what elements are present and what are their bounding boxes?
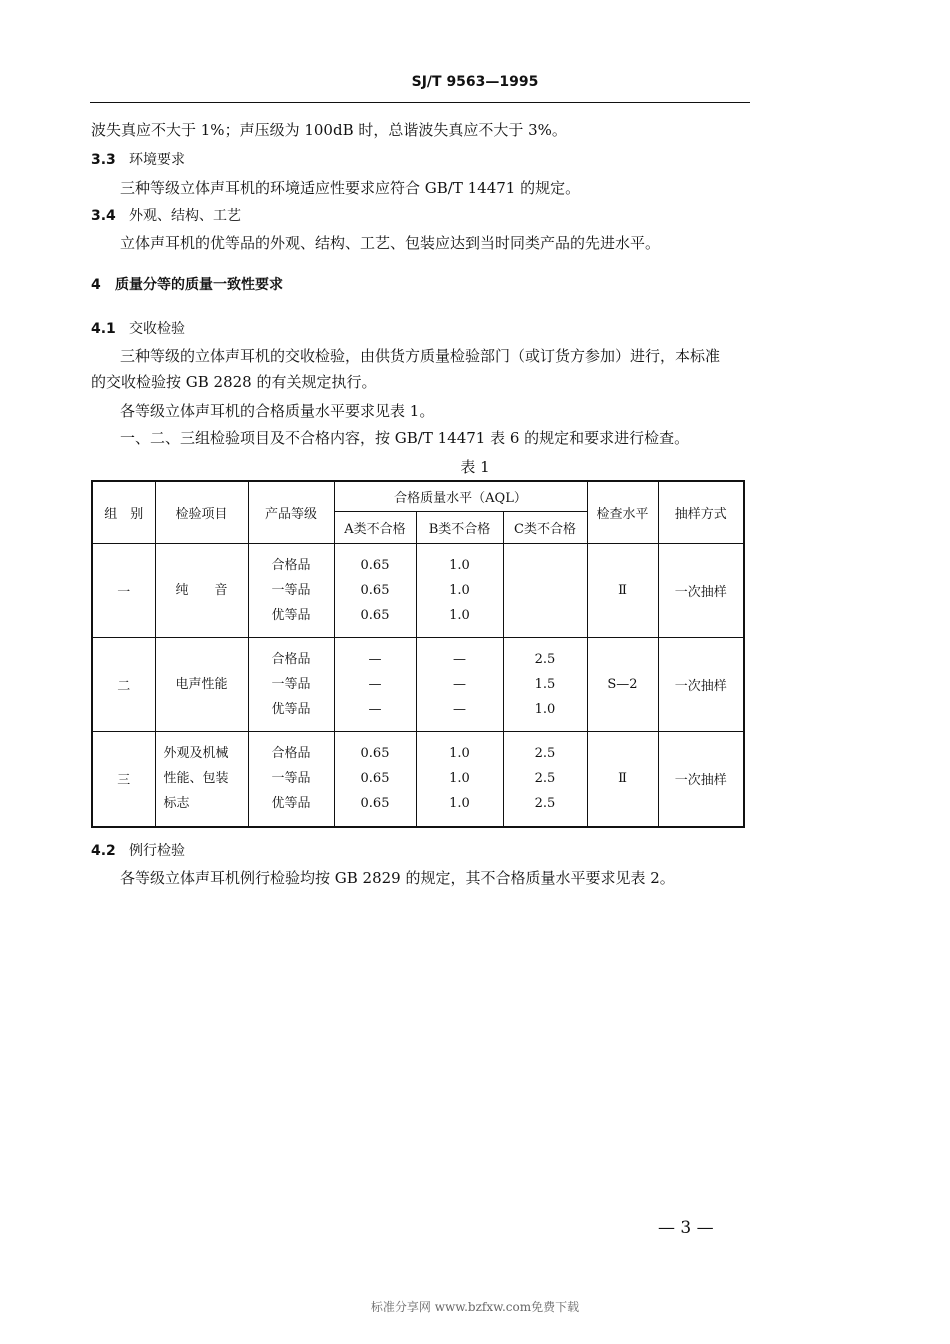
- section-number: 4.2: [91, 843, 116, 859]
- item-cell: [155, 543, 248, 637]
- table-caption: 表 1: [460, 458, 490, 476]
- section-3-4-body: 立体声耳机的优等品的外观、结构、工艺、包装应达到当时同类产品的先进水平。: [120, 234, 661, 252]
- group-cell: 三: [92, 731, 155, 827]
- section-4-1-heading: [91, 318, 185, 338]
- aql-value: —: [368, 676, 382, 692]
- aql-value: 1.0: [449, 557, 470, 573]
- header-grade: 产品等级: [248, 481, 334, 543]
- aql-value: 0.65: [360, 771, 390, 787]
- item-line: 性能、包装: [163, 771, 229, 787]
- page-number: — 3 —: [658, 1218, 714, 1238]
- sampling-cell: 一次抽样: [658, 731, 744, 827]
- aql-value: —: [453, 651, 466, 667]
- grade-value: 合格品: [271, 557, 311, 573]
- aql-value: 1.0: [449, 796, 470, 812]
- grade-value: 一等品: [271, 771, 311, 787]
- header-group: 组 别: [92, 481, 155, 543]
- aql-value: 1.0: [449, 582, 470, 598]
- header-aql: 合格质量水平（AQL）: [334, 481, 587, 511]
- document-header: SJ/T 9563—1995: [411, 74, 539, 90]
- aql-value: 0.65: [360, 796, 390, 812]
- sampling-cell: 一次抽样: [658, 543, 744, 637]
- section-3-3-body: 三种等级立体声耳机的环境适应性要求应符合 GB/T 14471 的规定。: [120, 179, 581, 197]
- section-3-4-heading: [91, 205, 241, 225]
- aql-value: 2.5: [534, 746, 556, 762]
- aql-value: [504, 578, 587, 603]
- inspection-level-cell: S—2: [587, 637, 658, 731]
- class-b-cell: [416, 543, 503, 637]
- group-cell: 二: [92, 637, 155, 731]
- section-4-1-para2: 各等级立体声耳机的合格质量水平要求见表 1。: [120, 402, 435, 420]
- item-line: 纯 音: [175, 582, 228, 598]
- header-class-c: C类不合格: [503, 511, 587, 543]
- item-line: 标志: [163, 796, 190, 812]
- table-row: [92, 731, 744, 827]
- grade-value: 优等品: [271, 607, 311, 623]
- header-rule: [90, 102, 750, 103]
- header-class-b: B类不合格: [416, 511, 503, 543]
- header-sampling: 抽样方式: [658, 481, 744, 543]
- section-number: 4.1: [91, 321, 116, 337]
- aql-value: 0.65: [360, 582, 390, 598]
- section-number: 3.4: [91, 208, 116, 224]
- class-b-cell: [416, 637, 503, 731]
- section-3-3-heading: [91, 149, 185, 169]
- aql-value: 2.5: [534, 651, 556, 667]
- aql-value: —: [368, 701, 382, 717]
- aql-value: —: [453, 701, 466, 717]
- watermark-footer: 标准分享网 www.bzfxw.com免费下载: [370, 1300, 580, 1314]
- grade-value: 合格品: [271, 746, 311, 762]
- aql-value: —: [368, 651, 382, 667]
- section-title: 外观、结构、工艺: [129, 208, 241, 224]
- aql-value: 1.0: [449, 771, 470, 787]
- grade-value: 一等品: [271, 582, 311, 598]
- paragraph-continued: 波失真应不大于 1%；声压级为 100dB 时，总谐波失真应不大于 3%。: [91, 121, 567, 139]
- grade-cell: [248, 543, 334, 637]
- item-line: 电声性能: [175, 676, 228, 692]
- aql-value: 0.65: [360, 607, 390, 623]
- header-item: 检验项目: [155, 481, 248, 543]
- inspection-level-cell: Ⅱ: [587, 731, 658, 827]
- section-title: 质量分等的质量一致性要求: [115, 277, 283, 293]
- section-4-1-para3: 一、二、三组检验项目及不合格内容，按 GB/T 14471 表 6 的规定和要求进行检查。: [120, 429, 690, 447]
- section-title: 环境要求: [129, 152, 185, 168]
- aql-value: 2.5: [534, 796, 556, 812]
- aql-value: —: [453, 676, 466, 692]
- aql-value: 1.0: [449, 607, 470, 623]
- section-title: 例行检验: [129, 843, 185, 859]
- aql-value: 0.65: [360, 557, 390, 573]
- item-line: 外观及机械: [163, 746, 229, 762]
- grade-value: 合格品: [271, 651, 311, 667]
- grade-value: 一等品: [271, 676, 311, 692]
- class-c-cell: [503, 543, 587, 637]
- class-a-cell: [334, 637, 416, 731]
- aql-value: [504, 603, 587, 628]
- aql-value: 0.65: [360, 746, 390, 762]
- aql-value: 1.5: [534, 676, 556, 692]
- sampling-cell: 一次抽样: [658, 637, 744, 731]
- class-c-cell: [503, 731, 587, 827]
- group-cell: 一: [92, 543, 155, 637]
- section-4-heading: [91, 274, 283, 294]
- class-c-cell: [503, 637, 587, 731]
- header-inspection-level: 检查水平: [587, 481, 658, 543]
- section-4-1-para1-line1: 三种等级的立体声耳机的交收检验，由供货方质量检验部门（或订货方参加）进行，本标准: [120, 347, 721, 365]
- grade-value: 优等品: [271, 701, 311, 717]
- section-number: 4: [91, 277, 101, 293]
- section-4-2-heading: [91, 840, 185, 860]
- grade-cell: [248, 731, 334, 827]
- aql-table: [91, 480, 745, 828]
- class-b-cell: [416, 731, 503, 827]
- inspection-level-cell: Ⅱ: [587, 543, 658, 637]
- header-class-a: A类不合格: [334, 511, 416, 543]
- table-row: [92, 543, 744, 637]
- table-row: [92, 637, 744, 731]
- section-number: 3.3: [91, 152, 116, 168]
- grade-value: 优等品: [271, 796, 311, 812]
- item-cell: [155, 731, 248, 827]
- section-title: 交收检验: [129, 321, 185, 337]
- aql-value: 1.0: [534, 701, 556, 717]
- section-4-1-para1-line2: 的交收检验按 GB 2828 的有关规定执行。: [91, 373, 377, 391]
- class-a-cell: [334, 731, 416, 827]
- aql-value: [504, 553, 587, 578]
- section-4-2-body: 各等级立体声耳机例行检验均按 GB 2829 的规定，其不合格质量水平要求见表 2。: [120, 869, 675, 887]
- grade-cell: [248, 637, 334, 731]
- item-cell: [155, 637, 248, 731]
- aql-value: 1.0: [449, 746, 470, 762]
- aql-value: 2.5: [534, 771, 556, 787]
- class-a-cell: [334, 543, 416, 637]
